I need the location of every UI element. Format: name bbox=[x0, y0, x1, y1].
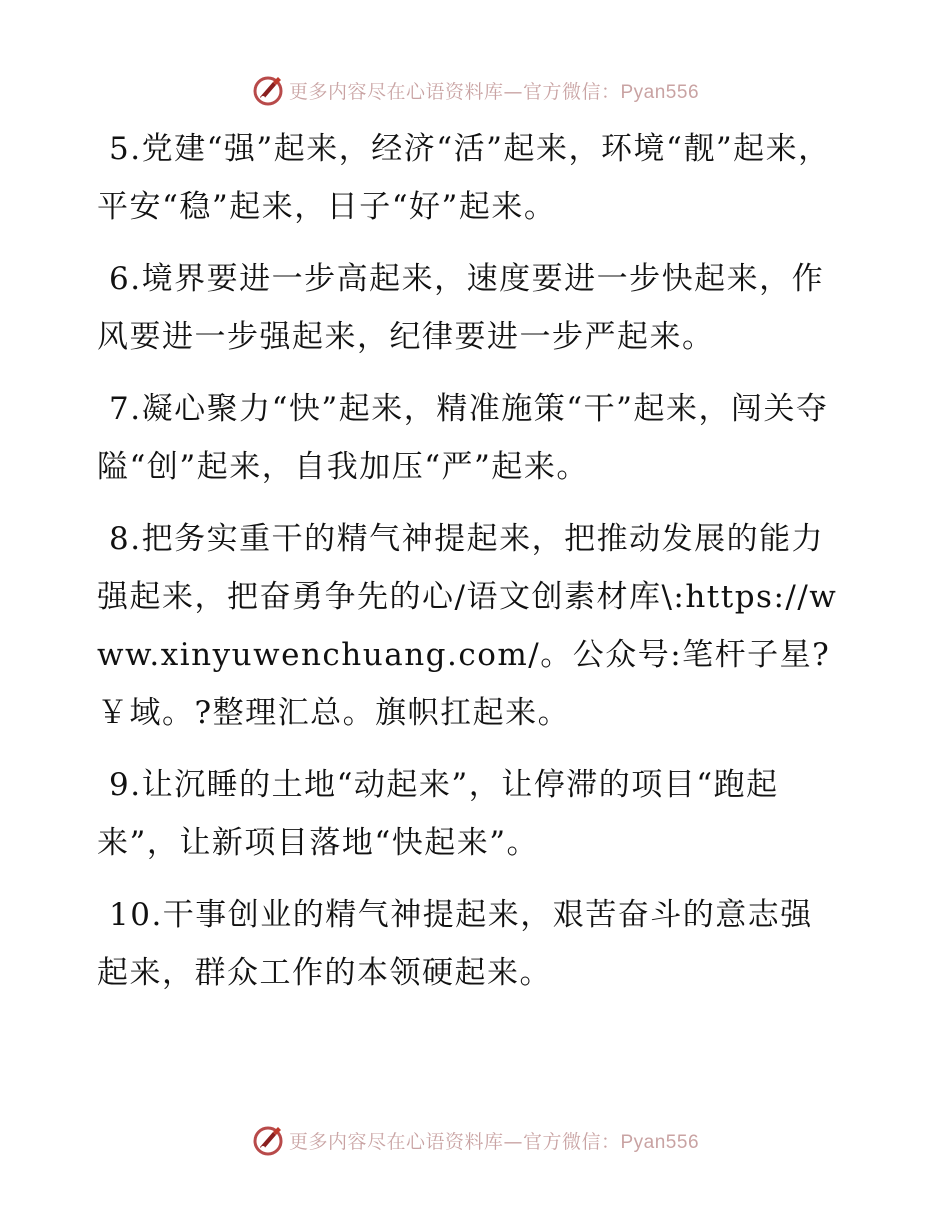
banner-text: 更多内容尽在心语资料库—官方微信：Pyan556 bbox=[288, 1130, 700, 1153]
list-item: 10.干事创业的精气神提起来，艰苦奋斗的意志强起来，群众工作的本领硬起来。 bbox=[97, 897, 813, 991]
list-item: 6.境界要进一步高起来，速度要进一步快起来，作风要进一步强起来，纪律要进一步严起来。 bbox=[97, 261, 825, 355]
list-item: 7.凝心聚力“快”起来，精准施策“干”起来，闯关夺隘“创”起来，自我加压“严”起来。 bbox=[97, 391, 829, 485]
wechat-id: Pyan556 bbox=[620, 1131, 700, 1153]
header-banner bbox=[0, 70, 950, 110]
document-body bbox=[97, 120, 842, 1016]
brand-logo-icon bbox=[251, 73, 285, 107]
list-item: 8.把务实重干的精气神提起来，把推动发展的能力强起来，把奋勇争先的心/语文创素材库\:https://www.xinyuwenchuang.com/。公众号:笔杆子星?￥域。?整理汇总。旗帜扛起来。 bbox=[97, 521, 838, 731]
banner-text: 更多内容尽在心语资料库—官方微信：Pyan556 bbox=[288, 80, 700, 103]
footer-banner bbox=[0, 1120, 950, 1160]
list-item: 5.党建“强”起来，经济“活”起来，环境“靓”起来，平安“稳”起来，日子“好”起来。 bbox=[97, 131, 831, 225]
brand-logo-icon bbox=[251, 1123, 285, 1157]
wechat-id: Pyan556 bbox=[620, 81, 700, 103]
list-item: 9.让沉睡的土地“动起来”，让停滞的项目“跑起来”，让新项目落地“快起来”。 bbox=[97, 767, 779, 861]
